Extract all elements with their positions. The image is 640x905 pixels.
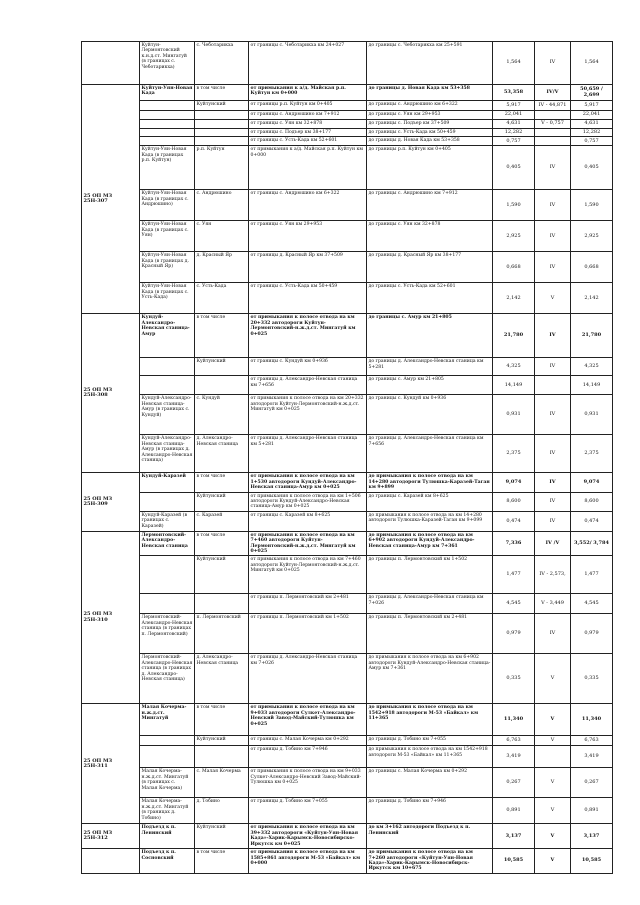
table-row <box>82 654 613 704</box>
length-cell: 0,267 <box>493 768 535 798</box>
to-cell: до примыкания к полосе отвода на км 14+280 автодороги Тулюшка-Каразей-Таган км 9+099 <box>367 511 493 531</box>
from-cell: от границы р.п. Куйтун км 0+405 <box>249 101 367 111</box>
table-row <box>82 137 613 146</box>
to-cell: до примыкания к полосе отвода на км 1542+918 автодороги М-53 «Байкал» км 11+365 <box>367 746 493 768</box>
length-cell: 22,041 <box>493 111 535 120</box>
bycat-cell: 10,585 <box>571 849 613 874</box>
table-row <box>82 492 613 511</box>
category-cell: V <box>535 654 571 704</box>
to-cell: до примыкания к полосе отвода на км 7+260 автодороги «Куйтун-Уян-Новая Када»-Харик-Карымск-Новосибирск-Иркутск км 10+675 <box>367 849 493 874</box>
length-cell: 6,763 <box>493 736 535 746</box>
name-cell: Куйтун-Уян-Новая Када (в границах с. Усть-Када) <box>140 283 195 314</box>
bycat-cell: 1,564 <box>571 42 613 85</box>
from-cell: от границы д. Тобино км 7+946 <box>249 746 367 768</box>
category-cell: IV <box>535 146 571 190</box>
category-cell: IV /V <box>535 531 571 556</box>
length-cell: 0,891 <box>493 798 535 824</box>
length-cell: 11,340 <box>493 704 535 736</box>
road-code-cell: 25 ОП МЗ 25Н-307 <box>82 85 140 314</box>
bycat-cell: 4,545 <box>571 594 613 614</box>
category-cell: IV <box>535 511 571 531</box>
from-cell: от примыкания к а/д. Майская р.п. Куйтун км 0+000 <box>249 146 367 190</box>
bycat-cell: 0,891 <box>571 798 613 824</box>
to-cell: до границы д. Новая Када км 53+358 <box>367 85 493 101</box>
table-row <box>82 42 613 85</box>
table-row <box>82 824 613 849</box>
category-cell <box>535 746 571 768</box>
road-code-cell: 25 ОП МЗ 25Н-310 <box>82 531 140 704</box>
name-cell: Лермонтовский-Александро-Невская станица (в границах д. Александро-Невская станица) <box>140 654 195 704</box>
bycat-cell: 1,590 <box>571 190 613 221</box>
bycat-cell: 50,659 / 2,699 <box>571 85 613 101</box>
road-code-cell: 25 ОП МЗ 25Н-312 <box>82 824 140 849</box>
length-cell: 0,757 <box>493 137 535 146</box>
category-cell: IV - 2,573, <box>535 556 571 594</box>
category-cell <box>535 376 571 395</box>
to-cell: до границы с. Кундуй км 0+936 <box>367 395 493 435</box>
length-cell: 2,375 <box>493 435 535 473</box>
category-cell: IV <box>535 221 571 252</box>
table-row <box>82 101 613 111</box>
length-cell: 2,142 <box>493 283 535 314</box>
to-cell: до границы д. Тобино км 7+055 <box>367 736 493 746</box>
to-cell: до границы д. Александро-Невская станица км 7+656 <box>367 435 493 473</box>
district-cell <box>195 137 249 146</box>
category-cell: IV <box>535 358 571 376</box>
to-cell: до границы с. Амур км 21+805 <box>367 314 493 358</box>
length-cell: 14,149 <box>493 376 535 395</box>
from-cell: от примыкания к полосе отвода на км 39+332 автодороги «Куйтун-Уян-Новая Када»-Харик-Карымск-Новосибирско-Иркутск км 0+025 <box>249 824 367 849</box>
district-cell <box>195 111 249 120</box>
category-cell: V <box>535 283 571 314</box>
length-cell: 12,282 <box>493 129 535 137</box>
bycat-cell: 2,142 <box>571 283 613 314</box>
table-row <box>82 120 613 129</box>
bycat-cell: 4,631 <box>571 120 613 129</box>
length-cell: 21,780 <box>493 314 535 358</box>
bycat-cell: 6,763 <box>571 736 613 746</box>
table-row <box>82 129 613 137</box>
bycat-cell: 0,979 <box>571 614 613 654</box>
category-cell: IV <box>535 435 571 473</box>
table-body <box>82 42 613 874</box>
length-cell: 7,336 <box>493 531 535 556</box>
length-cell: 0,474 <box>493 511 535 531</box>
name-cell: Подъезд к п. Ленинский <box>140 824 195 849</box>
table-row <box>82 376 613 395</box>
name-cell: Лермонтовский-Александро-Невская станица (в границах п. Лермонтовский) <box>140 614 195 654</box>
to-cell: до границы с. Каразей км 8+625 <box>367 492 493 511</box>
length-cell: 8,600 <box>493 492 535 511</box>
to-cell: до границы п. Лермонтовский км 2+481 <box>367 614 493 654</box>
name-cell: Лермонтовский-Александро-Невская станица <box>140 531 195 556</box>
road-code-cell <box>82 849 140 874</box>
table-row <box>82 614 613 654</box>
district-cell: д. Александро-Невская станица <box>195 654 249 704</box>
from-cell: от примыкания к полосе отвода на км 1+530 автодороги Кундуй-Александро-Невская станица-Амур км 0+025 <box>249 473 367 492</box>
category-cell <box>535 111 571 120</box>
from-cell: от границы с. Уян км 32+878 <box>249 120 367 129</box>
category-cell: V - 0,757 <box>535 120 571 129</box>
district-cell: Куйтунский <box>195 492 249 511</box>
table-row <box>82 746 613 768</box>
from-cell: от границы с. Подъер км 38+177 <box>249 129 367 137</box>
from-cell: от примыкания к полосе отвода на км 7+460 автодороги Куйтун-Лермонтовский-н.ж.д.ст. Мингатуй км 0+025 <box>249 556 367 594</box>
to-cell: до границы р.п. Куйтун км 0+405 <box>367 146 493 190</box>
table-row <box>82 395 613 435</box>
district-cell: Куйтунский <box>195 101 249 111</box>
district-cell: Куйтунский <box>195 556 249 594</box>
category-cell: V - 3,449 <box>535 594 571 614</box>
to-cell: до примыкания к полосе отвода на км 6+902 автодороги Кундуй-Александро-Невская станица-Амур км 7+361 <box>367 654 493 704</box>
length-cell: 1,477 <box>493 556 535 594</box>
table-row <box>82 768 613 798</box>
category-cell: V <box>535 849 571 874</box>
table-row <box>82 556 613 594</box>
name-cell: Куйтун-Уян-Новая Када (в границах с. Уян) <box>140 221 195 252</box>
district-cell <box>195 746 249 768</box>
category-cell: IV <box>535 190 571 221</box>
district-cell: с. Каразей <box>195 511 249 531</box>
table-row <box>82 473 613 492</box>
from-cell: от границы с. Малая Кочерма км 0+292 <box>249 736 367 746</box>
from-cell: от примыкания к а/д. Майская р.п. Куйтун км 0+000 <box>249 85 367 101</box>
length-cell: 1,590 <box>493 190 535 221</box>
to-cell: до примыкания к полосе отвода на км 6+902 автодороги Кундуй-Александро-Невская станица-Амур км 7+361 <box>367 531 493 556</box>
name-cell: Кундуй-Александро-Невская станица-Амур (в границах с. Кундуй) <box>140 395 195 435</box>
table-row <box>82 511 613 531</box>
table-row <box>82 146 613 190</box>
table-row <box>82 594 613 614</box>
to-cell: до границы с. Уян км 29+953 <box>367 111 493 120</box>
table-row <box>82 252 613 283</box>
category-cell: IV <box>535 314 571 358</box>
name-cell: Кундуй-Каразей <box>140 473 195 492</box>
bycat-cell: 3,137 <box>571 824 613 849</box>
length-cell: 53,358 <box>493 85 535 101</box>
name-cell <box>140 120 195 129</box>
road-code-cell: 25 ОП МЗ 25Н-308 <box>82 314 140 473</box>
district-cell: в том числе <box>195 704 249 736</box>
from-cell: от примыкания к полосе отвода на км 9+033 автодороги Сулкет-Александро-Невский Завод-Майский-Тулюшка км 0+025 <box>249 704 367 736</box>
length-cell: 0,405 <box>493 146 535 190</box>
page-top-margin <box>0 0 640 41</box>
category-cell: IV <box>535 395 571 435</box>
bycat-cell: 11,340 <box>571 704 613 736</box>
road-code-cell: 25 ОП МЗ 25Н-311 <box>82 704 140 824</box>
from-cell: от границы с. Усть-Када км 52+601 <box>249 137 367 146</box>
bycat-cell: 0,931 <box>571 395 613 435</box>
to-cell: до км 3+162 автодороги Подъезд к п. Ленинский <box>367 824 493 849</box>
to-cell: до границы д. Новая Када км 53+358 <box>367 137 493 146</box>
road-registry-table <box>81 41 613 874</box>
name-cell: Куйтун-Уян-Новая Када (в границах с. Андрюшино) <box>140 190 195 221</box>
bycat-cell: 12,282 <box>571 129 613 137</box>
from-cell: от границы с. Усть-Када км 50+459 <box>249 283 367 314</box>
district-cell <box>195 376 249 395</box>
road-code-cell: 25 ОП МЗ 25Н-309 <box>82 473 140 531</box>
name-cell <box>140 746 195 768</box>
name-cell <box>140 137 195 146</box>
length-cell: 1,564 <box>493 42 535 85</box>
table-row <box>82 283 613 314</box>
category-cell: V <box>535 824 571 849</box>
district-cell: Куйтунский <box>195 736 249 746</box>
category-cell: IV <box>535 614 571 654</box>
bycat-cell: 3,419 <box>571 746 613 768</box>
from-cell: от границы с. Уян км 29+953 <box>249 221 367 252</box>
to-cell: до границы п. Лермонтовский км 1+502 <box>367 556 493 594</box>
category-cell: IV/V <box>535 85 571 101</box>
bycat-cell: 8,600 <box>571 492 613 511</box>
name-cell <box>140 492 195 511</box>
category-cell: IV <box>535 473 571 492</box>
to-cell: до примыкания к полосе отвода на км 14+280 автодороги Тулюшка-Каразей-Таган км 9+899 <box>367 473 493 492</box>
name-cell: Кундуй-Александро-Невская станица-Амур <box>140 314 195 358</box>
from-cell: от примыкания к полосе отвода на км 20+332 автодороги Куйтун-Лермонтовский-н.ж.д.ст. Мингатуй км 0+025 <box>249 314 367 358</box>
district-cell: с. Кундуй <box>195 395 249 435</box>
length-cell: 0,335 <box>493 654 535 704</box>
to-cell: до границы д. Тобино км 7+946 <box>367 798 493 824</box>
district-cell <box>195 120 249 129</box>
to-cell: до границы с. Подъер км 37+509 <box>367 120 493 129</box>
table-row <box>82 85 613 101</box>
bycat-cell: 22,041 <box>571 111 613 120</box>
length-cell: 4,631 <box>493 120 535 129</box>
district-cell: д. Александро-Невская станица <box>195 435 249 473</box>
district-cell: д. Тобино <box>195 798 249 824</box>
name-cell: Куйтун-Уян-Новая Када (в границах д. Красный Яр) <box>140 252 195 283</box>
name-cell: Куйтун-Лермонтовский к.н.д.ст. Мингатуй (в границах с. Чеботарикха) <box>140 42 195 85</box>
to-cell: до границы с. Амур км 21+805 <box>367 376 493 395</box>
to-cell: до границы д. Красный Яр км 38+177 <box>367 252 493 283</box>
category-cell: IV <box>535 252 571 283</box>
from-cell: от примыкания к полосе отвода на км 7+460 автодороги Куйтун-Лермонтовский-н.ж.д.ст. Мингатуй км 0+025 <box>249 531 367 556</box>
name-cell: Малая Кочерма-н.ж.д.ст. Мингатуй (в границах д. Тобино) <box>140 798 195 824</box>
table-row <box>82 704 613 736</box>
district-cell: с. Чеботарикха <box>195 42 249 85</box>
from-cell: от границы с. Андрюшино км 6+322 <box>249 190 367 221</box>
from-cell: от границы п. Лермонтовский км 2+481 <box>249 594 367 614</box>
from-cell: от примыкания к полосе отвода на км 1+506 автодороги Кундуй-Александро-Невская станица-Амур км 0+025 <box>249 492 367 511</box>
district-cell: с. Андрюшино <box>195 190 249 221</box>
name-cell <box>140 111 195 120</box>
table-row <box>82 221 613 252</box>
district-cell: д. Красный Яр <box>195 252 249 283</box>
bycat-cell: 5,917 <box>571 101 613 111</box>
from-cell: от границы д. Александро-Невская станица км 7+026 <box>249 654 367 704</box>
district-cell: в том числе <box>195 849 249 874</box>
name-cell <box>140 594 195 614</box>
bycat-cell: 0,267 <box>571 768 613 798</box>
length-cell: 0,931 <box>493 395 535 435</box>
district-cell: в том числе <box>195 85 249 101</box>
length-cell: 4,325 <box>493 358 535 376</box>
table-row <box>82 190 613 221</box>
from-cell: от границы д. Александро-Невская станица км 7+656 <box>249 376 367 395</box>
from-cell: от границы п. Лермонтовский км 1+502 <box>249 614 367 654</box>
from-cell: от примыкания к полосе отвода на км 9+033 Сулкет-Александро-Невский Завод-Майский-Тулюшка км 0+025 <box>249 768 367 798</box>
district-cell: в том числе <box>195 314 249 358</box>
to-cell: до границы д. Александро-Невская станица км 7+026 <box>367 594 493 614</box>
name-cell <box>140 129 195 137</box>
district-cell: с. Усть-Када <box>195 283 249 314</box>
bycat-cell: 2,925 <box>571 221 613 252</box>
bycat-cell: 3,552/ 3,784 <box>571 531 613 556</box>
table-row <box>82 314 613 358</box>
from-cell: от границы д. Тобино км 7+055 <box>249 798 367 824</box>
length-cell: 4,545 <box>493 594 535 614</box>
length-cell: 3,137 <box>493 824 535 849</box>
district-cell: в том числе <box>195 473 249 492</box>
bycat-cell: 9,074 <box>571 473 613 492</box>
from-cell: от границы д. Александро-Невская станица км 5+281 <box>249 435 367 473</box>
length-cell: 0,668 <box>493 252 535 283</box>
from-cell: от примыкания к полосе отвода на км 20+332 автодороги Куйтун-Лермонтовский-н.ж.д.ст. Мингатуй км 0+025 <box>249 395 367 435</box>
district-cell: Куйтунский <box>195 824 249 849</box>
from-cell: от границы с. Чеботарикха км 24+027 <box>249 42 367 85</box>
length-cell: 10,585 <box>493 849 535 874</box>
bycat-cell: 4,325 <box>571 358 613 376</box>
road-code-cell <box>82 42 140 85</box>
to-cell: до границы с. Андрюшино км 7+912 <box>367 190 493 221</box>
table-row <box>82 798 613 824</box>
table-row <box>82 849 613 874</box>
to-cell: до границы с. Андрюшино км 6+322 <box>367 101 493 111</box>
category-cell: IV - 44,871 <box>535 101 571 111</box>
district-cell: п. Лермонтовский <box>195 614 249 654</box>
length-cell: 9,074 <box>493 473 535 492</box>
category-cell: V <box>535 768 571 798</box>
district-cell <box>195 129 249 137</box>
table-row <box>82 435 613 473</box>
category-cell: V <box>535 798 571 824</box>
name-cell: Малая Кочерма-н.ж.д.ст. Мингатуй <box>140 704 195 736</box>
district-cell: с. Уян <box>195 221 249 252</box>
to-cell: до границы с. Усть-Када км 50+459 <box>367 129 493 137</box>
name-cell <box>140 556 195 594</box>
bycat-cell: 0,335 <box>571 654 613 704</box>
table-row <box>82 358 613 376</box>
bycat-cell: 0,757 <box>571 137 613 146</box>
from-cell: от границы с. Кундуй км 0+936 <box>249 358 367 376</box>
table-row <box>82 531 613 556</box>
bycat-cell: 14,149 <box>571 376 613 395</box>
bycat-cell: 0,405 <box>571 146 613 190</box>
bycat-cell: 0,668 <box>571 252 613 283</box>
category-cell: IV <box>535 42 571 85</box>
district-cell: с. Малая Кочерма <box>195 768 249 798</box>
from-cell: от примыкания к полосе отвода на км 1585+861 автодороги М-53 «Байкал» км 0+000 <box>249 849 367 874</box>
district-cell: в том числе <box>195 531 249 556</box>
name-cell: Подъезд к п. Сосновский <box>140 849 195 874</box>
category-cell <box>535 129 571 137</box>
length-cell: 0,979 <box>493 614 535 654</box>
district-cell <box>195 594 249 614</box>
name-cell: Кундуй-Александро-Невская станица-Амур (в границах д. Александро-Невская станица) <box>140 435 195 473</box>
name-cell <box>140 376 195 395</box>
district-cell: р.п. Куйтун <box>195 146 249 190</box>
name-cell <box>140 736 195 746</box>
table-row <box>82 736 613 746</box>
length-cell: 5,917 <box>493 101 535 111</box>
district-cell: Куйтунский <box>195 358 249 376</box>
from-cell: от границы д. Красный Яр км 37+509 <box>249 252 367 283</box>
table-row <box>82 111 613 120</box>
name-cell: Малая Кочерма-н.ж.д.ст. Мингатуй (в границах с. Малая Кочерма) <box>140 768 195 798</box>
category-cell: V <box>535 704 571 736</box>
length-cell: 2,925 <box>493 221 535 252</box>
to-cell: до границы с. Чеботарикха км 25+591 <box>367 42 493 85</box>
name-cell <box>140 101 195 111</box>
bycat-cell: 2,375 <box>571 435 613 473</box>
length-cell: 3,419 <box>493 746 535 768</box>
bycat-cell: 1,477 <box>571 556 613 594</box>
to-cell: до границы с. Усть-Када км 52+601 <box>367 283 493 314</box>
category-cell: IV <box>535 492 571 511</box>
from-cell: от границы с. Каразей км 8+625 <box>249 511 367 531</box>
category-cell: V <box>535 736 571 746</box>
to-cell: до границы д. Александро-Невская станица км 5+281 <box>367 358 493 376</box>
bycat-cell: 21,780 <box>571 314 613 358</box>
to-cell: до границы с. Малая Кочерма км 0+292 <box>367 768 493 798</box>
name-cell: Куйтун-Уян-Новая Када <box>140 85 195 101</box>
name-cell: Куйтун-Уян-Новая Када (в границах р.п. Куйтун) <box>140 146 195 190</box>
name-cell: Кундуй-Каразей (в границах с. Каразей) <box>140 511 195 531</box>
to-cell: до границы с. Уян км 32+878 <box>367 221 493 252</box>
name-cell <box>140 358 195 376</box>
category-cell <box>535 137 571 146</box>
bycat-cell: 0,474 <box>571 511 613 531</box>
from-cell: от границы с. Андрюшино км 7+912 <box>249 111 367 120</box>
to-cell: до примыкания к полосе отвода на км 1542+918 автодороги М-53 «Байкал» км 11+365 <box>367 704 493 736</box>
